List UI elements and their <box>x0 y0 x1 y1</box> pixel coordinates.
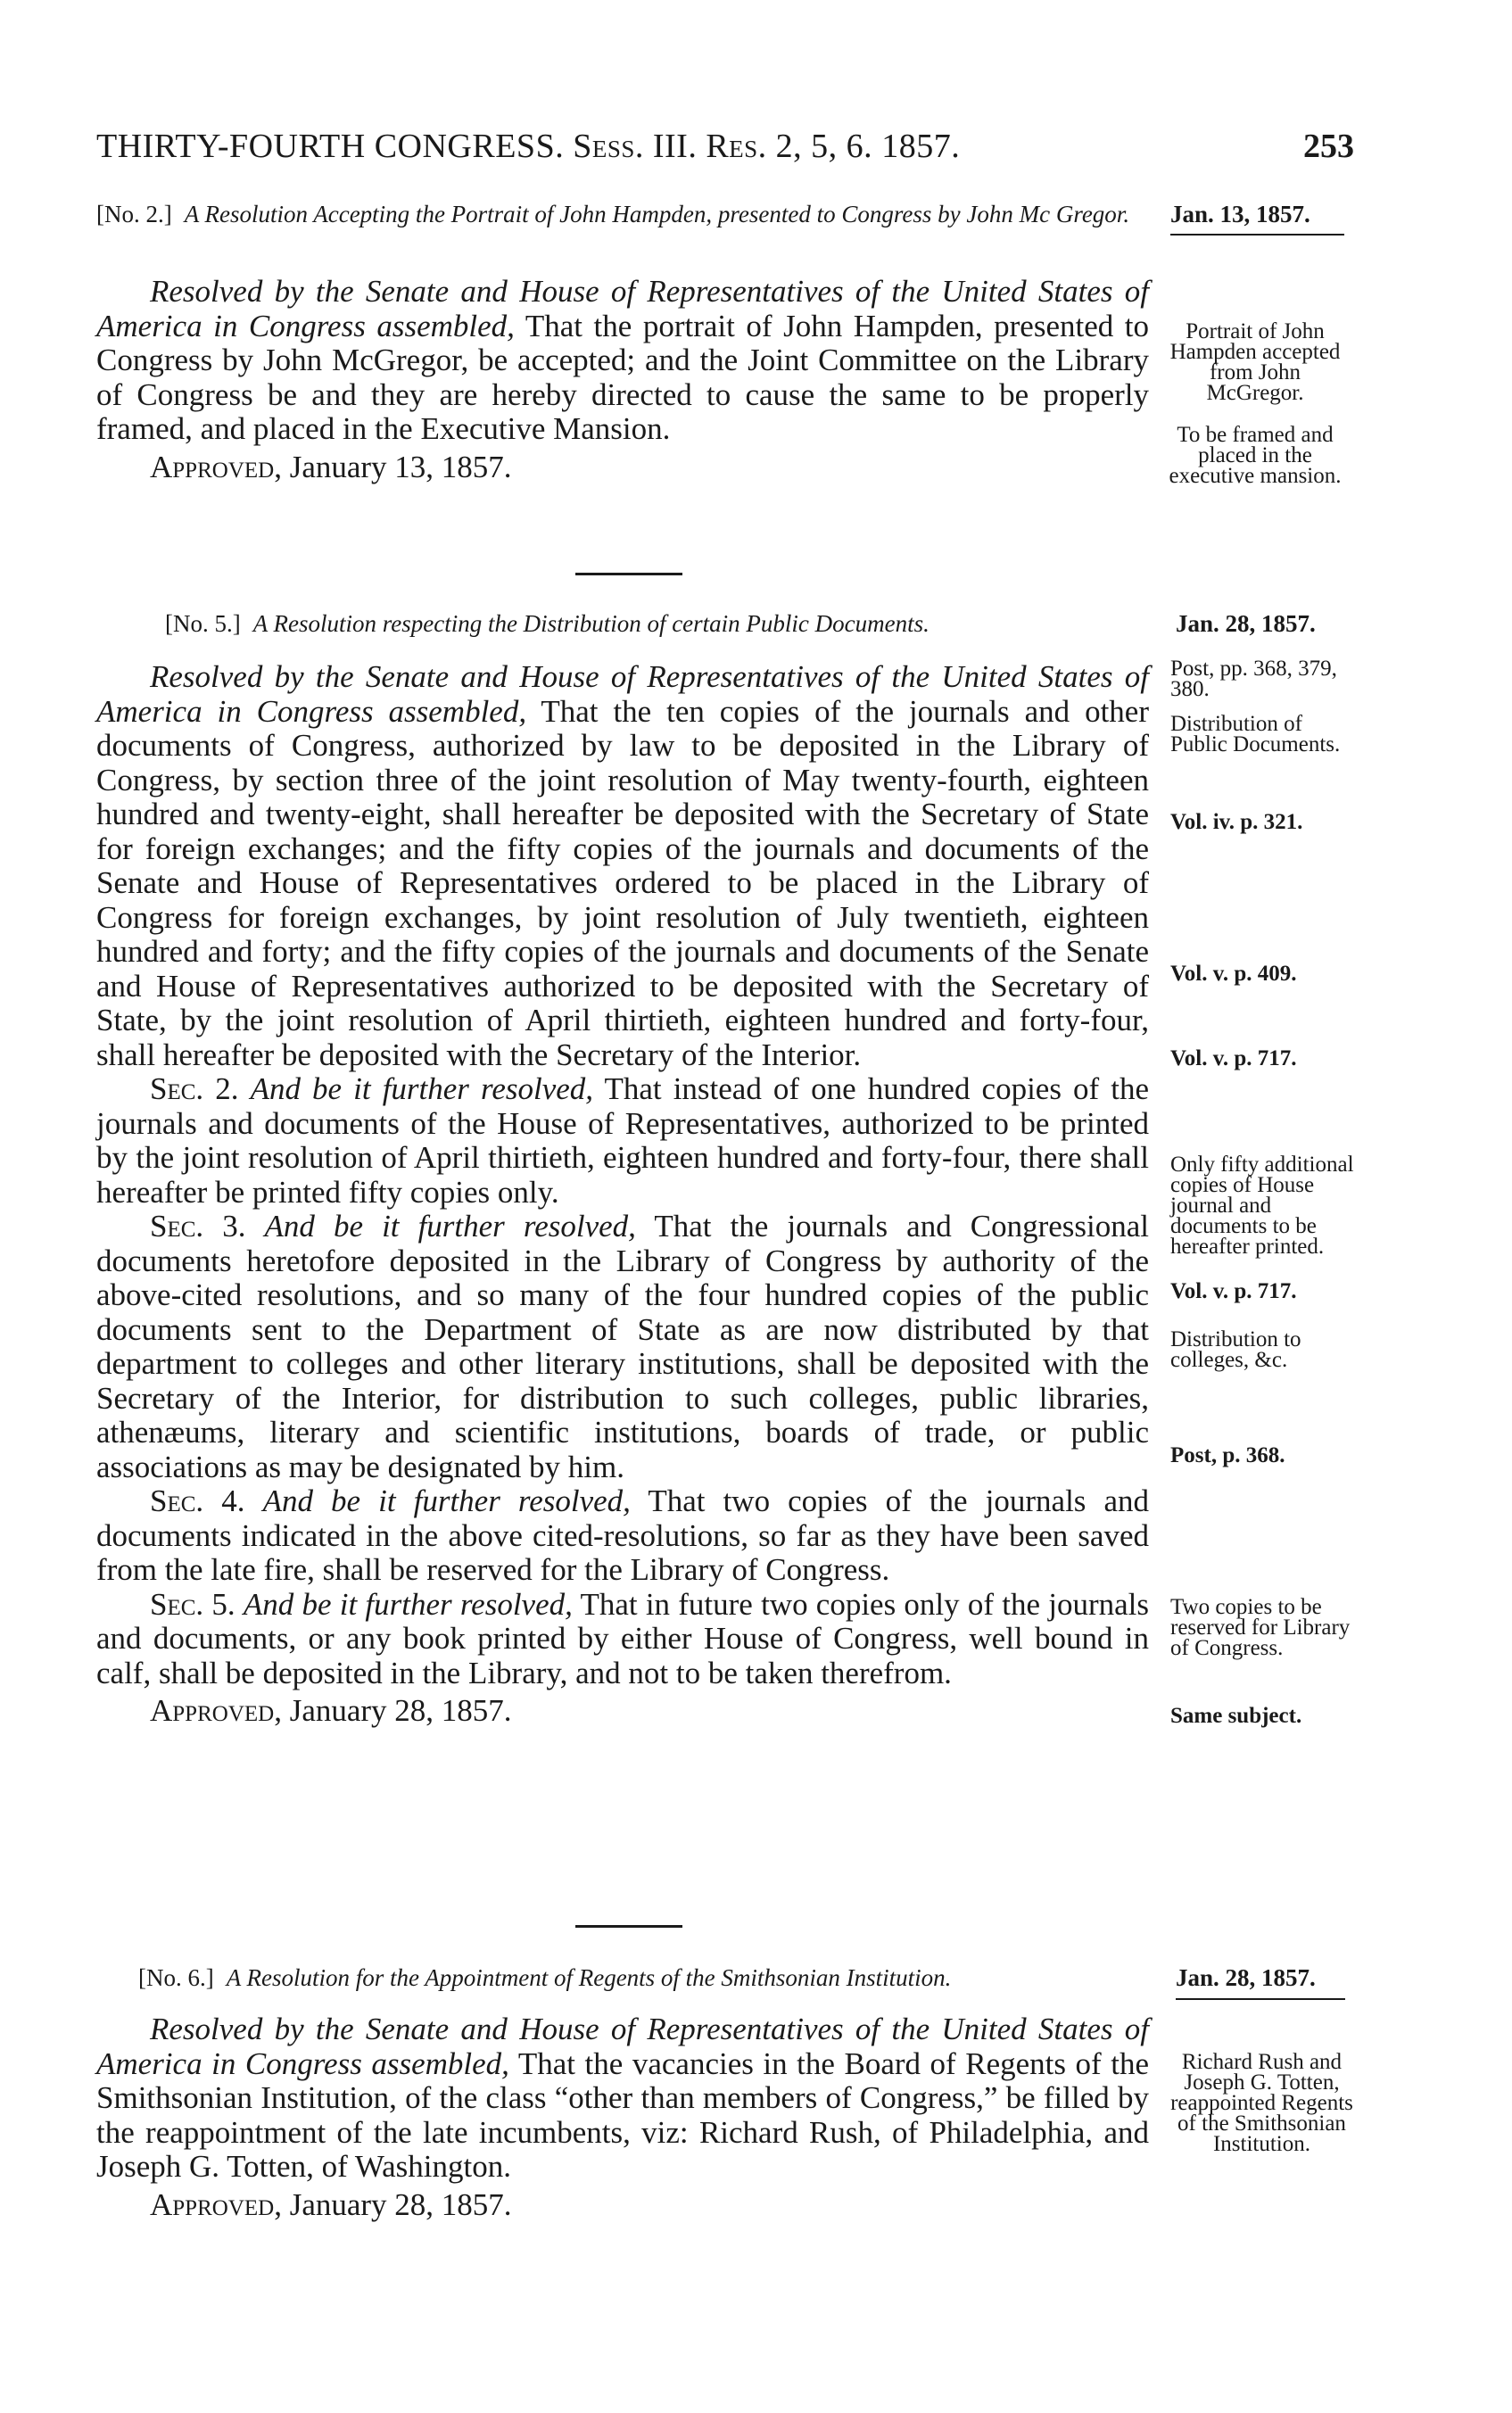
enacting-clause: Resolved by the Senate and House of Representatives of the United States of America in Congress assembled, <box>96 659 1149 729</box>
section-text: That the journals and Congressional documents heretofore deposited in the Library of Congress by authority of the above-cited resolutions, and so many of the four hundred copies of the public documents sent to the Department of State as are now distributed by that department to colleges and other literary institutions, shall be deposited with the Secretary of the Interior, for distribution to such colleges, public libraries, athenæums, literary and scientific institutions, boards of trade, or public associations as may be designated by him. <box>96 1209 1150 1484</box>
section-label: Sec. 2. <box>150 1071 239 1106</box>
approved-line <box>96 2188 1149 2223</box>
section-text: That instead of one hundred copies of the journals and documents of the House of Representatives, authorized to be printed by the joint resolution of April thirtieth, eighteen hundred and forty-four, there shall hereafter be printed fifty copies only. <box>96 1071 1150 1210</box>
margin-note: Vol. v. p. 717. <box>1170 1279 1297 1303</box>
section-paragraph <box>96 1484 1149 1588</box>
approved-label: Approved, <box>150 2186 282 2222</box>
paragraph-text: That the ten copies of the journals and other documents of Congress, authorized by law to be deposited in the Library of Congress, by section three of the joint resolution of May twenty-fourth, eighteen hundred and twenty-eight, shall hereafter be deposited with the Secretary of State for foreign exchanges; and the fifty copies of the journals and documents of the Senate and House of Representatives ordered to be placed in the Library of Congress for foreign exchanges, by joint resolution of July twentieth, eighteen hundred and forty; and the fifty copies of the journals and documents of the Senate and House of Representatives authorized to be deposited with the Secretary of State, by the joint resolution of April thirtieth, eighteen hundred and forty-four, shall hereafter be deposited with the Secretary of the Interior. <box>96 693 1149 1072</box>
margin-note: To be framed and placed in the executive mansion. <box>1169 423 1342 488</box>
date-underline <box>1170 234 1344 236</box>
margin-note: Distribution to colleges, &c. <box>1170 1327 1301 1372</box>
running-title <box>96 127 960 166</box>
resolution-paragraph <box>96 2012 1149 2185</box>
header-congress: THIRTY-FOURTH CONGRESS. <box>96 128 565 165</box>
margin-note: Only fifty additional copies of House journal and documents to be hereafter printed. <box>1170 1153 1354 1259</box>
margin-note: Vol. v. p. 409. <box>1170 962 1297 986</box>
section-paragraph <box>96 1072 1149 1210</box>
section-clause: And be it further resolved, <box>262 1483 631 1518</box>
resolution-heading <box>96 201 1158 228</box>
page-number: 253 <box>1303 128 1354 165</box>
section-paragraph <box>96 1210 1149 1484</box>
section-label: Sec. 4. <box>150 1483 245 1518</box>
section-clause: And be it further resolved, <box>264 1209 636 1244</box>
approved-line <box>96 450 1149 485</box>
approved-date: January 28, 1857. <box>289 2186 512 2222</box>
resolution-date: Jan. 28, 1857. <box>1176 610 1316 637</box>
margin-note: Distribution of Public Documents. <box>1170 712 1341 756</box>
resolution-body <box>96 275 1149 484</box>
paragraph-text: That the portrait of John Hampden, presented to Congress by John McGregor, be accepted; and the Joint Committee on the Library of Congress be and they are hereby directed to cause the same to be properly framed, and placed in the Executive Mansion. <box>96 308 1150 446</box>
resolution-body <box>96 660 1149 1729</box>
resolution-title: A Resolution Accepting the Portrait of John Hampden, presented to Congress by John Mc Gregor. <box>184 201 1130 227</box>
margin-note: Portrait of John Hampden accepted from John McGregor. <box>1169 319 1341 405</box>
enacting-clause: Resolved by the Senate and House of Representatives of the United States of America in Congress assembled, <box>96 274 1149 343</box>
section-text: That two copies of the journals and documents indicated in the above cited-resolutions, so far as they have been saved from the late fire, shall be reserved for the Library of Congress. <box>96 1483 1150 1587</box>
section-divider <box>575 573 682 575</box>
enacting-clause: Resolved by the Senate and House of Representatives of the United States of America in Congress assembled, <box>96 2012 1149 2081</box>
resolution-date: Jan. 13, 1857. <box>1170 201 1310 227</box>
section-clause: And be it further resolved, <box>250 1071 594 1106</box>
resolution-number: [No. 5.] <box>165 610 241 637</box>
resolution-date: Jan. 28, 1857. <box>1176 1964 1316 1991</box>
date-underline <box>1176 1998 1345 2000</box>
section-paragraph <box>96 1588 1149 1691</box>
margin-note: Vol. v. p. 717. <box>1170 1046 1297 1070</box>
section-text: That in future two copies only of the journals and documents, or any book printed by either House of Congress, well bound in calf, shall be deposited in the Library, and not to be taken therefrom. <box>96 1586 1149 1690</box>
section-divider <box>575 1925 682 1928</box>
approved-date: January 28, 1857. <box>289 1693 512 1728</box>
resolution-body <box>96 2012 1149 2222</box>
header-year: 1857. <box>881 128 961 165</box>
running-header <box>96 127 1354 180</box>
margin-note: Post, pp. 368, 379, 380. <box>1170 657 1337 701</box>
margin-note: Richard Rush and Joseph G. Totten, reappointed Regents of the Smithsonian Institution. <box>1170 2050 1353 2156</box>
resolution-number: [No. 6.] <box>138 1964 214 1991</box>
section-label: Sec. 3. <box>150 1209 246 1244</box>
margin-note: Same subject. <box>1170 1704 1302 1728</box>
resolution-heading <box>138 1964 1155 1992</box>
resolution-title: A Resolution for the Appointment of Regents of the Smithsonian Institution. <box>226 1964 952 1991</box>
paragraph-text: That the vacancies in the Board of Regents of the Smithsonian Institution, of the class “other than members of Congress,” be filled by the reappointment of the late incumbents, viz: Richard Rush, of Philadelphia, and Joseph G. Totten, of Washington. <box>96 2045 1150 2184</box>
header-session: Sess. III. Res. 2, 5, 6. <box>573 128 873 165</box>
section-clause: And be it further resolved, <box>243 1586 573 1622</box>
resolution-heading <box>165 610 1155 638</box>
margin-note: Two copies to be reserved for Library of Congress. <box>1170 1595 1351 1660</box>
margin-note: Vol. iv. p. 321. <box>1170 810 1303 834</box>
approved-label: Approved, <box>150 1693 282 1728</box>
resolution-paragraph <box>96 275 1149 447</box>
margin-note: Post, p. 368. <box>1170 1443 1285 1467</box>
resolution-title: A Resolution respecting the Distribution of certain Public Documents. <box>252 610 930 637</box>
approved-line <box>96 1694 1149 1729</box>
section-label: Sec. 5. <box>150 1586 235 1622</box>
approved-date: January 13, 1857. <box>289 449 512 484</box>
resolution-number: [No. 2.] <box>96 201 172 227</box>
approved-label: Approved, <box>150 449 282 484</box>
resolution-paragraph <box>96 660 1149 1072</box>
